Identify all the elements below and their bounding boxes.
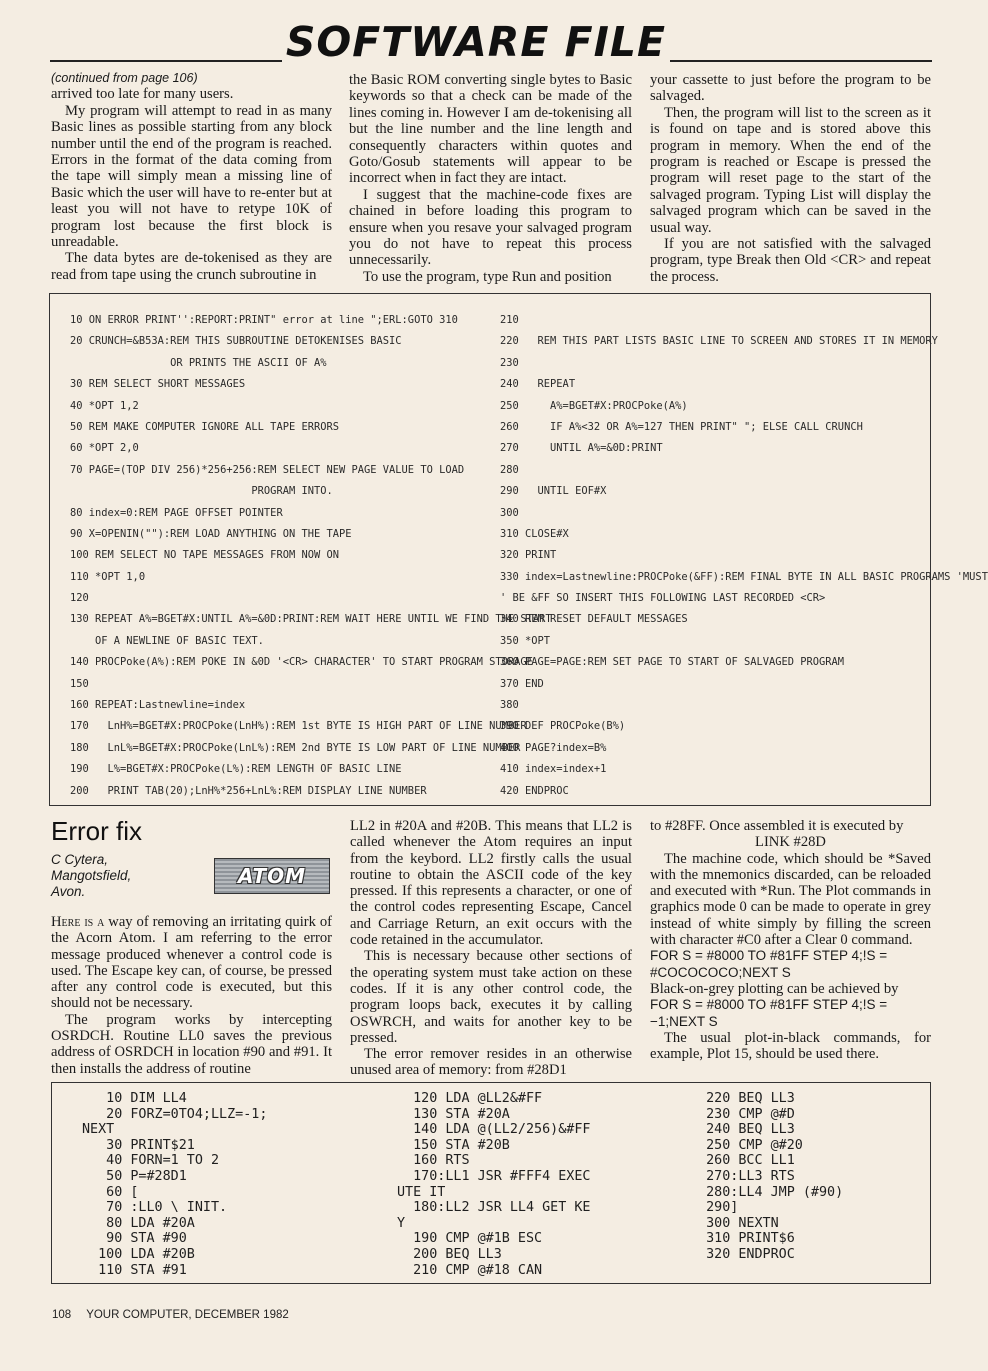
code-line: 60 *OPT 2,0 <box>70 442 139 455</box>
code-line: 20 FORZ=0TO4;LLZ=-1; <box>82 1106 268 1122</box>
code-line: 60 [ <box>82 1184 139 1200</box>
paragraph: Black-on-grey plotting can be achieved by <box>650 980 899 997</box>
article-column-3 <box>650 72 931 285</box>
section-header <box>50 18 932 66</box>
continued-note: (continued from page 106) <box>51 71 198 85</box>
listing-column-1 <box>82 1091 382 1278</box>
errorfix-column-2 <box>350 818 632 1079</box>
paragraph: The data bytes are de-tokenised as they are read from tape using the crunch subroutine in <box>51 250 332 283</box>
code-line: 210 CMP @#18 CAN <box>397 1262 543 1278</box>
code-line: 400 PAGE?index=B% <box>500 741 607 754</box>
code-line: 140 PROCPoke(A%):REM POKE IN &0D '<CR> CHARACTER' TO START PROGRAM STORAGE <box>70 656 533 669</box>
lead-caps: Here is a <box>51 914 105 930</box>
article-column-2 <box>349 72 632 285</box>
code-line: 150 <box>70 677 89 690</box>
code-line: 240 BEQ LL3 <box>690 1122 795 1138</box>
code-line: 220 REM THIS PART LISTS BASIC LINE TO SCREEN AND STORES IT IN MEMORY <box>500 335 938 348</box>
code-line: 180 LnL%=BGET#X:PROCPoke(LnL%):REM 2nd BYTE IS LOW PART OF LINE NUMBER <box>70 741 521 754</box>
author-name: C Cytera, <box>51 852 109 867</box>
page-number: 108 <box>52 1309 72 1321</box>
code-line: 210 <box>500 314 519 326</box>
paragraph: If you are not satisfied with the salvaged program, type Break then Old <CR> and repeat the process. <box>650 236 931 285</box>
code-line: 90 X=OPENIN(""):REM LOAD ANYTHING ON THE TAPE <box>70 527 352 540</box>
paragraph <box>51 914 332 1012</box>
paragraph: The machine code, which should be *Saved with the mnemonics discarded, can be reloaded and executed with *Run. The Plot commands in graphics mode 0 can be made to operate in grey instead of white simply by filling the screen with character #C0 after a Clear 0 command. <box>650 850 931 949</box>
code-line: 230 <box>500 356 519 369</box>
code-line: 150 STA #20B <box>397 1137 510 1153</box>
author-county: Avon. <box>51 884 86 899</box>
code-line: OR PRINTS THE ASCII OF A% <box>70 356 327 369</box>
code-line: 80 index=0:REM PAGE OFFSET POINTER <box>70 506 283 519</box>
paragraph: The usual plot-in-black commands, for example, Plot 15, should be used there. <box>650 1029 931 1063</box>
paragraph: LL2 in #20A and #20B. This means that LL2 is called whenever the Atom requires an input from the keybord. LL2 firstly calls the usual routine to obtain the ASCII code of the key pressed. If this represents a character, or one of the control codes representing Escape, Cancel and Carriage Return, an exit occurs with the code retained in the accumulator. <box>350 818 632 949</box>
code-line: 310 CLOSE#X <box>500 527 569 540</box>
code-line: 50 P=#28D1 <box>82 1168 187 1184</box>
code-line: 320 PRINT <box>500 549 557 562</box>
code-line: 90 STA #90 <box>82 1231 187 1247</box>
code-line: 40 FORN=1 TO 2 <box>82 1153 220 1169</box>
code-line: Y <box>397 1215 406 1231</box>
code-line: 190 CMP @#1B ESC <box>397 1231 543 1247</box>
code-line: 250 CMP @#20 <box>690 1137 803 1153</box>
paragraph: The program works by intercepting OSRDCH. Routine LL0 saves the previous address of OSRDCH in location #90 and #91. It then installs the address of routine <box>51 1011 332 1077</box>
code-line: 380 <box>500 699 519 712</box>
code-line: 310 PRINT$6 <box>690 1231 795 1247</box>
code-line: 100 LDA #20B <box>82 1246 195 1262</box>
code-line: 230 CMP @#D <box>690 1106 795 1122</box>
code-line: 420 ENDPROC <box>500 784 569 797</box>
code-line: 160 RTS <box>397 1153 470 1169</box>
errorfix-heading <box>51 816 332 914</box>
code-line: 370 END <box>500 677 544 690</box>
code-line: 20 CRUNCH=&B53A:REM THIS SUBROUTINE DETOKENISES BASIC <box>70 335 402 348</box>
paragraph: This is necessary because other sections of the operating system must take action on these codes. If it is any other control code, the program loops back, executes it by calling OSWRCH, and waits for another key to be pressed. <box>350 948 632 1046</box>
code-line: 260 BCC LL1 <box>690 1153 795 1169</box>
code-line: 330 index=Lastnewline:PROCPoke(&FF):REM FINAL BYTE IN ALL BASIC PROGRAMS 'MUST <box>500 570 988 583</box>
code-line: 290 UNTIL EOF#X <box>500 485 607 498</box>
code-line: 10 ON ERROR PRINT'':REPORT:PRINT" error at line ";ERL:GOTO 310 <box>70 314 458 326</box>
code-line: 30 REM SELECT SHORT MESSAGES <box>70 378 246 391</box>
code-line: 280:LL4 JMP (#90) <box>690 1184 844 1200</box>
paragraph: I suggest that the machine-code fixes are chained in before loading this program to ensure when you resave your salvaged program you do not have to repeat this process unnecessarily. <box>349 186 632 269</box>
paragraph: To use the program, type Run and position <box>363 268 612 285</box>
basic-listing-box <box>49 293 988 806</box>
code-line: 270:LL3 RTS <box>690 1168 795 1184</box>
code-line: 110 *OPT 1,0 <box>70 570 146 583</box>
code-line: 100 REM SELECT NO TAPE MESSAGES FROM NOW ON <box>70 549 339 562</box>
author-town: Mangotsfield, <box>51 868 132 883</box>
code-line: 270 UNTIL A%=&0D:PRINT <box>500 442 663 455</box>
paragraph: My program will attempt to read in as many Basic lines as possible starting from any block number until the end of the program is reached. Errors in the format of the data coming from the tape will simply mean a missing line of Basic which the user will have to re-enter but at least you will not have to retype 10K of program lost because the first block is unreadable. <box>51 102 332 251</box>
code-line: 350 *OPT <box>500 634 551 647</box>
paragraph: arrived too late for many users. <box>51 86 234 103</box>
code-line: 250 A%=BGET#X:PROCPoke(A%) <box>500 399 688 412</box>
code-line: 360 PAGE=PAGE:REM SET PAGE TO START OF SALVAGED PROGRAM <box>500 656 845 669</box>
code-line: 10 DIM LL4 <box>82 1091 187 1106</box>
code-line: 190 L%=BGET#X:PROCPoke(L%):REM LENGTH OF BASIC LINE <box>70 763 402 776</box>
code-line: 200 BEQ LL3 <box>397 1246 502 1262</box>
code-line: 170:LL1 JSR #FFF4 EXEC <box>397 1168 591 1184</box>
code-line: 40 *OPT 1,2 <box>70 399 139 412</box>
listing-column-2 <box>397 1091 687 1278</box>
code-line: 140 LDA @(LL2/256)&#FF <box>397 1122 591 1138</box>
link-command: LINK #28D <box>755 834 826 851</box>
paragraph: the Basic ROM converting single bytes to Basic keywords so that a check can be made of the lines coming in. However I am de-tokenising all but the line number and the line length and consequently characters within quotes and Goto/Gosub statements will appear to be incorrect when in fact they are intact. <box>349 72 632 187</box>
code-line: 290] <box>690 1200 739 1216</box>
code-line: 300 NEXTN <box>690 1215 779 1231</box>
errorfix-column-1 <box>51 816 332 1077</box>
lead-rest: way of removing an irritating quirk of the Acorn Atom. I am referring to the error message produced whenever a control code is used. The Escape key can, of course, be pressed after any control code is executed, but this should not be necessary. <box>51 914 332 1012</box>
atom-listing-box <box>51 1082 931 1284</box>
code-line: 160 REPEAT:Lastnewline=index <box>70 699 246 712</box>
code-line: 170 LnH%=BGET#X:PROCPoke(LnH%):REM 1st BYTE IS HIGH PART OF LINE NUMBER <box>70 720 527 733</box>
page-footer <box>52 1309 301 1321</box>
code-line: 410 index=index+1 <box>500 763 607 776</box>
code-line: 340 REM RESET DEFAULT MESSAGES <box>500 613 688 626</box>
code-line: 320 ENDPROC <box>690 1246 795 1262</box>
code-line: 200 PRINT TAB(20);LnH%*256+LnL%:REM DISPLAY LINE NUMBER <box>70 784 427 797</box>
atom-badge <box>214 858 330 894</box>
code-line-black: FOR S = #8000 TO #81FF STEP 4;!S = −1;NEXT S <box>650 997 888 1029</box>
code-line: 110 STA #91 <box>82 1262 187 1278</box>
code-line: 70 :LL0 \ INIT. <box>82 1200 228 1216</box>
paragraph: The error remover resides in an otherwise unused area of memory: from #28D1 <box>350 1046 632 1079</box>
code-line: 120 LDA @LL2&#FF <box>397 1091 543 1106</box>
magazine-issue: YOUR COMPUTER, DECEMBER 1982 <box>86 1309 289 1321</box>
code-line: 30 PRINT$21 <box>82 1137 195 1153</box>
paragraph: to #28FF. Once assembled it is executed by <box>650 818 904 834</box>
code-line-grey: FOR S = #8000 TO #81FF STEP 4;!S = #COCOCOCO;NEXT S <box>650 948 888 980</box>
article-column-1 <box>51 70 332 283</box>
atom-badge-label: ATOM <box>237 863 307 888</box>
code-line: 240 REPEAT <box>500 378 576 391</box>
code-line: 260 IF A%<32 OR A%=127 THEN PRINT" "; ELSE CALL CRUNCH <box>500 420 863 433</box>
code-line: 220 BEQ LL3 <box>690 1091 795 1106</box>
listing-column-3 <box>690 1091 920 1263</box>
code-line: 180:LL2 JSR LL4 GET KE <box>397 1200 591 1216</box>
code-line: 280 <box>500 463 519 476</box>
code-line: 130 STA #20A <box>397 1106 510 1122</box>
listing-right-column <box>500 310 988 802</box>
code-line: ' BE &FF SO INSERT THIS FOLLOWING LAST RECORDED <CR> <box>500 592 826 605</box>
code-line: PROGRAM INTO. <box>70 485 333 498</box>
errorfix-title: Error fix <box>51 816 142 846</box>
code-line: NEXT <box>82 1122 115 1138</box>
code-line: 70 PAGE=(TOP DIV 256)*256+256:REM SELECT NEW PAGE VALUE TO LOAD <box>70 463 465 476</box>
code-line: 300 <box>500 506 519 519</box>
code-line: 80 LDA #20A <box>82 1215 195 1231</box>
code-line: 50 REM MAKE COMPUTER IGNORE ALL TAPE ERRORS <box>70 420 339 433</box>
code-line: 120 <box>70 592 89 605</box>
code-line: OF A NEWLINE OF BASIC TEXT. <box>70 634 264 647</box>
paragraph: your cassette to just before the program to be salvaged. <box>650 72 931 105</box>
code-line: 130 REPEAT A%=BGET#X:UNTIL A%=&0D:PRINT:REM WAIT HERE UNTIL WE FIND THE START <box>70 613 552 626</box>
code-line: 390 DEF PROCPoke(B%) <box>500 720 626 733</box>
errorfix-column-3 <box>650 818 931 1062</box>
paragraph: Then, the program will list to the screen as it is found on tape and is stored above this program in memory. When the end of the program is reached or Escape is pressed the program will reset page to the start of the salvaged program. Typing List will display the salvaged program which can be saved in the usual way. <box>650 104 931 236</box>
code-line: UTE IT <box>397 1184 446 1200</box>
section-title: SOFTWARE FILE <box>282 18 670 66</box>
